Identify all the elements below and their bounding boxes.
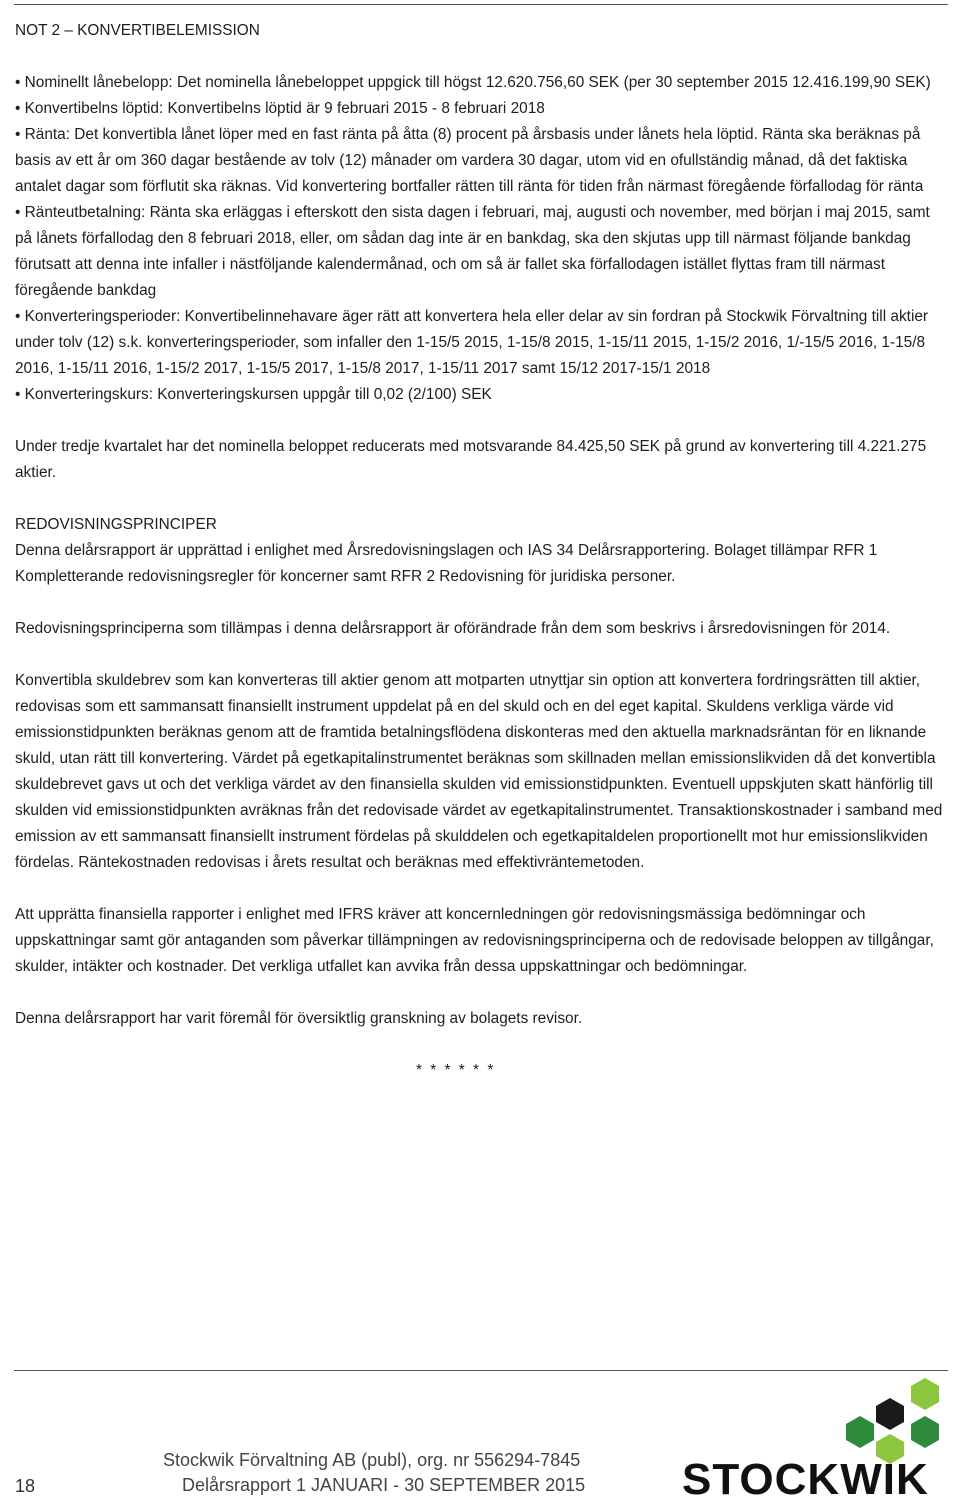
list-item: • Konvertibelns löptid: Konvertibelns löptid är 9 februari 2015 - 8 februari 2018: [15, 100, 545, 117]
note-title: NOT 2 – KONVERTIBELEMISSION: [15, 22, 260, 39]
bullet-icon: •: [15, 386, 21, 403]
top-rule: [14, 4, 948, 5]
footer-rule: [14, 1370, 948, 1371]
list-item: • Konverteringskurs: Konverteringskursen uppgår till 0,02 (2/100) SEK: [15, 386, 492, 403]
logo-hexagon-icon: [876, 1398, 904, 1430]
section-heading: REDOVISNINGSPRINCIPER: [15, 516, 217, 533]
logo-hexagon-icon: [911, 1378, 939, 1410]
footer-company: Stockwik Förvaltning AB (publ), org. nr 556294-7845: [163, 1450, 581, 1470]
paragraph: Denna delårsrapport har varit föremål för översiktlig granskning av bolagets revisor.: [15, 1010, 583, 1027]
bullet-icon: •: [15, 74, 21, 91]
list-item: • Konverteringsperioder: Konvertibelinnehavare äger rätt att konvertera hela eller delar av sin fordran på Stockwik Förvaltning till aktier under tolv (12) s.k. konverteringsperioder, som infaller den 1-15/5 2015, 1-15/8 2015, 1-15/11 2015, 1-15/2 2016, 1/-15/5 2016, 1-15/8 2016, 1-15/11 2016, 1-15/2 2017, 1-15/5 2017, 1-15/8 2017, 1-15/11 2017 samt 15/12 2017-15/1 2018: [15, 308, 929, 377]
list-item: • Ränta: Det konvertibla lånet löper med en fast ränta på åtta (8) procent på årsbasis under lånets hela löptid. Ränta ska beräknas på basis av ett år om 360 dagar bestående av tolv (12) månader om vardera 30 dagar, utom vid en ofullständig månad, då det faktiska antalet dagar som förflutit ska räknas. Vid konvertering bortfaller rätten till ränta för tiden från närmast föregående förfallodag för ränta: [15, 126, 924, 195]
bullet-list: [15, 70, 945, 408]
footer-report-title: Delårsrapport 1 JANUARI - 30 SEPTEMBER 2015: [182, 1475, 586, 1495]
main-content: [15, 18, 945, 1084]
logo-hexagon-icon: [846, 1416, 874, 1448]
bullet-icon: •: [15, 100, 21, 117]
list-item: • Ränteutbetalning: Ränta ska erläggas i efterskott den sista dagen i februari, maj, augusti och november, med början i maj 2015, samt på lånets förfallodag den 8 februari 2018, eller, om sådan dag inte är en bankdag, ska den skjutas upp till närmast följande bankdag förutsatt att denna inte infaller i nästföljande kalendermånad, och om så är fallet ska förfallodagen istället flyttas fram till närmast föregående bankdag: [15, 204, 930, 299]
page-number: 18: [15, 1476, 36, 1496]
bullet-icon: •: [15, 126, 21, 143]
bullet-icon: •: [15, 308, 21, 325]
section-separator: * * * * * *: [416, 1062, 496, 1079]
paragraph-q3: Under tredje kvartalet har det nominella beloppet reducerats med motsvarande 84.425,50 SEK på grund av konvertering till 4.221.275 aktier.: [15, 438, 927, 481]
paragraph: Konvertibla skuldebrev som kan konverteras till aktier genom att motparten utnyttjar sin option att konvertera fordringsrätten till aktier, redovisas som ett sammansatt finansiellt instrument uppdelat på en del skuld och en del eget kapital. Skuldens verkliga värde vid emissionstidpunkten beräknas genom att de framtida betalningsflödena diskonteras med den aktuella marknadsräntan för en liknande skuld, utan rätt till konvertering. Värdet på egetkapitalinstrumentet beräknas som skillnaden mellan emissionslikviden då det konvertibla skuldebrevet gavs ut och det verkliga värdet av den finansiella skulden vid emissionstidpunkten. Eventuell uppskjuten skatt hänförlig till skulden vid emissionstidpunkten avräknas från det redovisade värdet av egetkapitalinstrumentet. Transaktionskostnader i samband med emission av ett sammansatt finansiellt instrument fördelas på skulddelen och egetkapitaldelen proportionellt mot hur emissionslikviden fördelas. Räntekostnaden redovisas i årets resultat och beräknas med effektivräntemetoden.: [15, 672, 943, 871]
bullet-icon: •: [15, 204, 21, 221]
paragraph: Denna delårsrapport är upprättad i enlighet med Årsredovisningslagen och IAS 34 Delårsrapportering. Bolaget tillämpar RFR 1 Kompletterande redovisningsregler för koncerner samt RFR 2 Redovisning för juridiska personer.: [15, 542, 878, 585]
list-item: • Nominellt lånebelopp: Det nominella lånebeloppet uppgick till högst 12.620.756,60 SEK (per 30 september 2015 12.416.199,90 SEK): [15, 74, 931, 91]
logo-wordmark: STOCKWIK: [682, 1455, 929, 1504]
paragraph: Redovisningsprinciperna som tillämpas i denna delårsrapport är oförändrade från dem som beskrivs i årsredovisningen för 2014.: [15, 620, 891, 637]
paragraph: Att upprätta finansiella rapporter i enlighet med IFRS kräver att koncernledningen gör redovisningsmässiga bedömningar och uppskattningar samt gör antaganden som påverkar tillämpningen av redovisningsprinciperna och de redovisade beloppen av tillgångar, skulder, intäkter och kostnader. Det verkliga utfallet kan avvika från dessa uppskattningar och bedömningar.: [15, 906, 934, 975]
logo-hexagon-icon: [911, 1416, 939, 1448]
